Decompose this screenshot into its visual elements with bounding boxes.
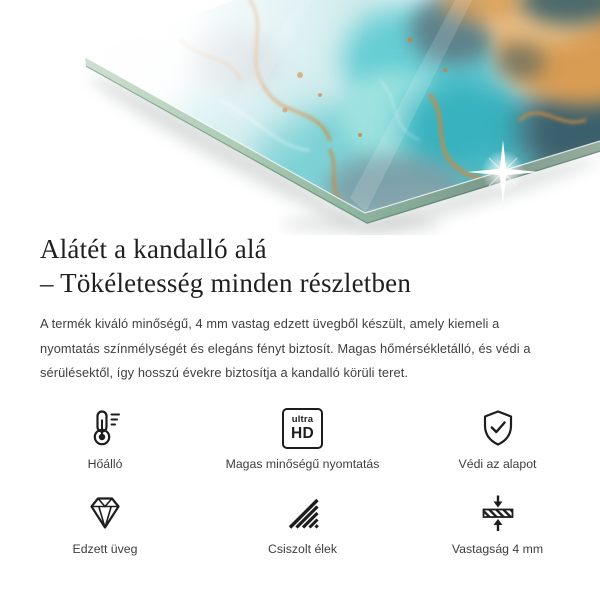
thermometer-icon [85,407,125,449]
thickness-compress-icon [478,492,518,534]
polished-edges-icon [283,492,323,534]
feature-label: Csiszolt élek [267,542,338,556]
feature-tempered-glass [0,492,210,556]
product-description: A termék kiváló minőségű, 4 mm vastag edzett üvegből készült, amely kiemeli a nyomtatás színmélységét és elegáns fényt biztosít. Magas hőmérsékletálló, és védi a sérülésektől, így hosszú évekre biztosítja a kandalló körüli teret. [40,316,531,380]
diamond-icon [85,492,125,534]
feature-protects-base [395,407,600,471]
feature-label: Hőálló [87,457,123,471]
features-grid [0,407,600,556]
ultra-hd-icon-text-top: ultra [291,413,314,425]
ultra-hd-icon-text-bottom: HD [291,424,314,442]
feature-heat-resistant [0,407,210,471]
feature-label: Vastagság 4 mm [451,542,544,556]
feature-label: Magas minőségű nyomtatás [225,457,380,471]
feature-thickness [395,492,600,556]
feature-label: Védi az alapot [458,457,537,471]
ultra-hd-icon [282,407,323,449]
feature-print-quality [210,407,395,471]
feature-label: Edzett üveg [72,542,138,556]
shield-check-icon [478,407,518,449]
product-image [0,0,600,235]
glass-pad-illustration [0,0,600,235]
page-title-line1: Alátét a kandalló alá [40,234,267,264]
page-title-line2: – Tökéletesség minden részletben [40,268,412,298]
feature-polished-edges [210,492,395,556]
page-title [40,232,411,300]
